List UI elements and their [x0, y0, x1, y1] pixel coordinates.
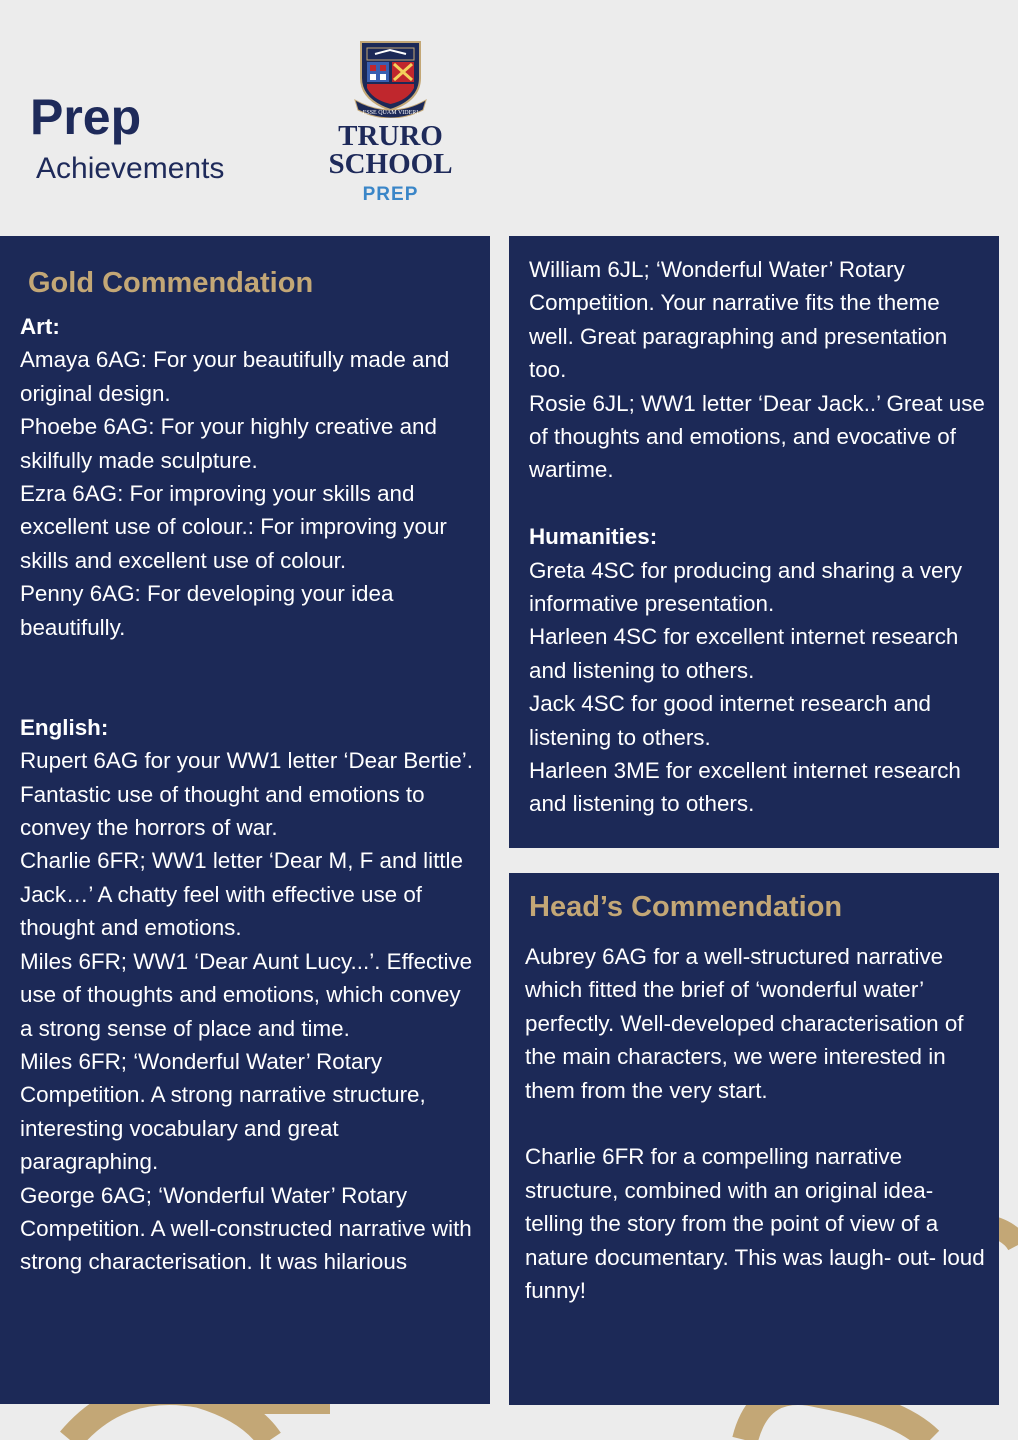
art-item: Penny 6AG: For developing your idea beautifully. — [20, 581, 394, 640]
english-item: George 6AG; ‘Wonderful Water’ Rotary Competition. A well-constructed narrative with strong characterisation. It was hilarious — [20, 1182, 472, 1275]
english-item: Miles 6FR; WW1 ‘Dear Aunt Lucy...’. Effective use of thoughts and emotions, which convey a strong sense of place and time. — [20, 948, 473, 1041]
english-item: Charlie 6FR; WW1 letter ‘Dear M, F and little Jack…’ A chatty feel with effective use of thought and emotions. — [20, 848, 463, 941]
page-title: Prep — [30, 89, 142, 145]
humanities-item: Harleen 4SC for excellent internet research and listening to others. — [529, 624, 959, 683]
humanities-item: Greta 4SC for producing and sharing a very informative presentation. — [529, 557, 963, 617]
heads-commendation-panel — [509, 873, 999, 1405]
art-section-title: Art: — [20, 314, 60, 339]
logo-name-line1: TRURO — [338, 120, 443, 152]
gold-commendation-panel — [0, 236, 490, 1404]
heads-commendation-heading: Head’s Commendation — [529, 891, 843, 923]
spacer — [525, 1107, 987, 1140]
english-item: Miles 6FR; ‘Wonderful Water’ Rotary Competition. A strong narrative structure, interesting vocabulary and great paragraphing. — [20, 1048, 426, 1175]
logo-division: PREP — [362, 184, 419, 205]
art-item: Amaya 6AG: For your beautifully made and original design. — [20, 347, 450, 406]
humanities-item: Jack 4SC for good internet research and listening to others. — [529, 691, 932, 750]
school-logo — [318, 38, 463, 208]
english-item: William 6JL; ‘Wonderful Water’ Rotary Competition. Your narrative fits the theme well. Great paragraphing and presentation too. — [529, 257, 948, 383]
page-subtitle: Achievements — [36, 152, 225, 185]
gold-commendation-continued-panel — [509, 236, 999, 848]
gold-commendation-heading: Gold Commendation — [28, 267, 314, 299]
english-section-title: English: — [20, 714, 109, 740]
spacer — [20, 644, 474, 711]
logo-name-line2: SCHOOL — [328, 148, 453, 180]
art-item: Ezra 6AG: For improving your skills and excellent use of colour.: For improving your skills and excellent use of colour. — [20, 481, 447, 573]
english-item: Rosie 6JL; WW1 letter ‘Dear Jack..’ Great use of thoughts and emotions, and evocative of wartime. — [529, 390, 985, 483]
school-crest-icon — [353, 38, 428, 118]
spacer — [529, 487, 987, 520]
art-item: Phoebe 6AG: For your highly creative and skilfully made sculpture. — [20, 414, 437, 473]
heads-item: Charlie 6FR for a compelling narrative structure, combined with an original idea- telling the story from the point of view of a nature documentary. This was laugh- out- loud funny! — [525, 1144, 985, 1304]
humanities-section-title: Humanities: — [529, 524, 658, 550]
heads-item: Aubrey 6AG for a well-structured narrative which fitted the brief of ‘wonderful water’ perfectly. Well-developed characterisation of the main characters, we were interested in them from the very start. — [525, 944, 964, 1103]
humanities-item: Harleen 3ME for excellent internet research and listening to others. — [529, 758, 961, 817]
school-motto: ESSE QUAM VIDERI — [362, 110, 419, 116]
english-item: Rupert 6AG for your WW1 letter ‘Dear Bertie’. Fantastic use of thought and emotions to convey the horrors of war. — [20, 748, 473, 841]
